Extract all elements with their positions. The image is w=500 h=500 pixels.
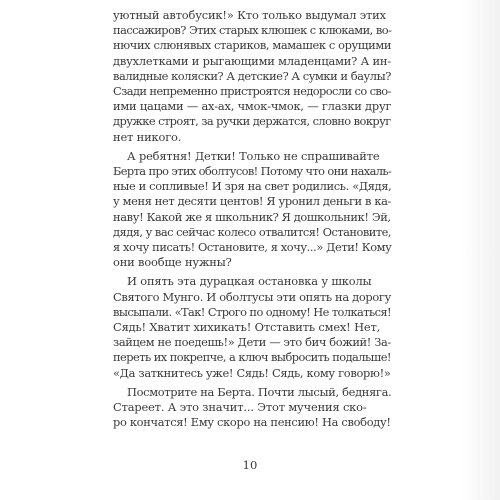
text-line: Сзади непременно пристроятся недоросли со сво- [113, 84, 391, 99]
text-line: нет никого. [113, 129, 182, 144]
text-line: «Да заткнитесь уже! Сядь! Сядь, кому говорю!» [113, 365, 391, 380]
text-line: нючих слюнявых стариков, мамашек с орущими [113, 38, 392, 53]
page-edge-shade [460, 0, 500, 500]
text-line: Берта про этих оболтусов! Потому что они нахаль- [113, 164, 392, 179]
text-line: пассажиров? Этих старых клюшек с клюками, во- [113, 23, 392, 38]
text-line: наву! Какой же я школьник? Я дошкольник! Эй, [113, 209, 391, 224]
text-line: А ребятня! Детки! Только не спрашивайте [127, 148, 380, 163]
text-line: они вообще нужны? [113, 255, 232, 270]
text-line: дядя, у вас сейчас колесо отвалится! Остановите, [113, 224, 391, 239]
paragraph [113, 8, 391, 145]
text-line: валидные коляски? А детские? А сумки и баулы? [113, 68, 391, 83]
text-line: уютный автобусик!» Кто только выдумал этих [113, 8, 386, 22]
body-text [113, 8, 391, 434]
paragraph [113, 274, 391, 380]
text-line: Святого Мунго. И оболтусы эти опять на дорогу [113, 289, 391, 304]
text-line: переть их покрепче, а ключ выбросить подальше! [113, 350, 391, 365]
text-line: Посмотрите на Берта. Почти лысый, бедняга. [127, 384, 392, 399]
text-line: ими цацами — ах-ах, чмок-чмок, — глазки друг [113, 99, 392, 114]
text-line: дружке строят, за ручки держатся, словно вокруг [113, 114, 391, 129]
page-number: 10 [242, 458, 258, 472]
text-line: Стареет. А это значит... Этот мучения ско- [113, 400, 367, 415]
text-line: высыпали. «Так! Строго по одному! Не толкаться! [113, 304, 392, 319]
text-line: И опять эта дурацкая остановка у школы [127, 274, 372, 289]
text-line: зайцем не поедешь!» Дети — это бич божий! За- [113, 335, 391, 350]
text-line: Сядь! Хватит хихикать! Отставить смех! Нет, [113, 320, 381, 335]
text-line: у меня нет десяти центов! Я уронил деньги в ка- [113, 194, 392, 209]
paragraph [113, 149, 391, 271]
text-line: двухлетками и рыгающими младенцами? А ин- [113, 53, 391, 68]
text-line: ные и сопливые! И зря на свет родились. «Дядя, [113, 179, 392, 194]
text-line: ро кончатся! Ему скоро на пенсию! На свободу! [113, 415, 391, 430]
text-line: я хочу писать! Остановите, я хочу...» Дети! Кому [113, 240, 392, 255]
paragraph [113, 385, 391, 431]
